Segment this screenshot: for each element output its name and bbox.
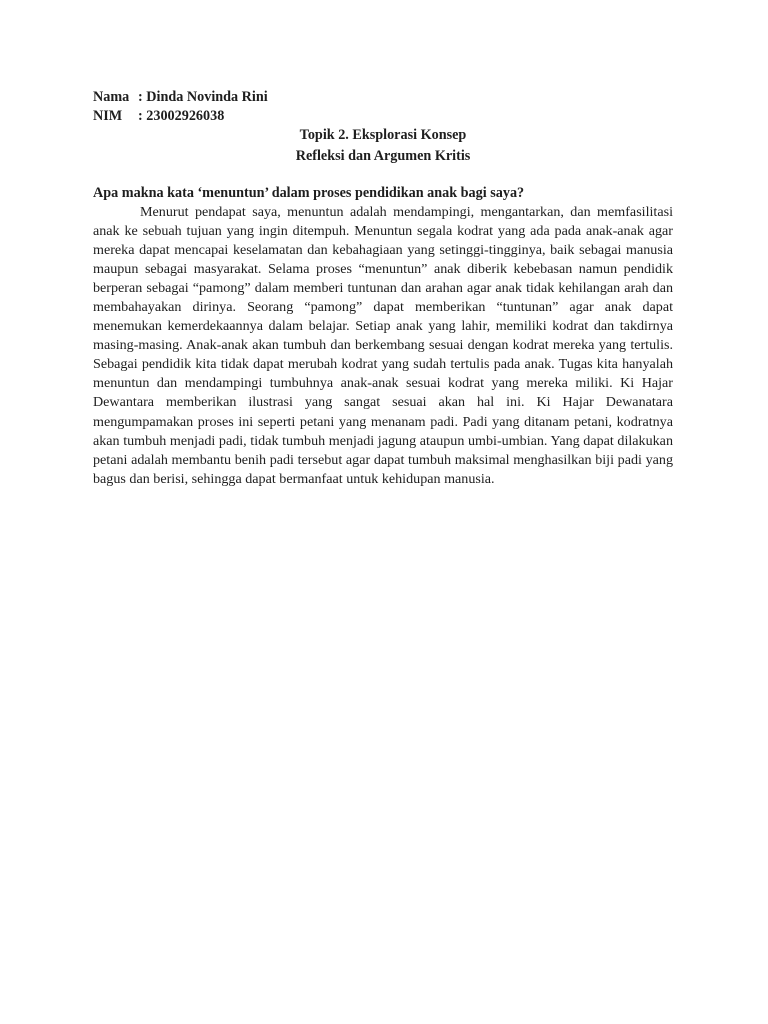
topic-title: Topik 2. Eksplorasi Konsep: [299, 127, 467, 143]
name-label: Nama: [93, 89, 130, 105]
answer-paragraph: Menurut pendapat saya, menuntun adalah mendampingi, mengantarkan, dan memfasilitasi anak ke sebuah tujuan yang ingin ditempuh. Menuntun segala kodrat yang ada pada anak-anak agar mereka dapat mencapai keselamatan dan kebahagiaan yang setinggi-tingginya, baik sebagai manusia maupun sebagai masyarakat. Selama proses “menuntun” anak diberik kebebasan namun pendidik berperan sebagai “pamong” dalam memberi tuntunan dan arahan agar anak tidak kehilangan arah dan membahayakan dirinya. Seorang “pamong” dapat memberikan “tuntunan” agar anak dapat menemukan kemerdekaannya dalam belajar. Setiap anak yang lahir, memiliki kodrat dan takdirnya masing-masing. Anak-anak akan tumbuh dan berkembang sesuai dengan kodrat mereka yang tertulis. Sebagai pendidik kita tidak dapat merubah kodrat yang sudah tertulis pada anak. Tugas kita hanyalah menuntun dan mendampingi tumbuhnya anak-anak sesuai kodrat yang mereka miliki. Ki Hajar Dewantara memberikan ilustrasi yang sangat sesuai akan hal ini. Ki Hajar Dewanatara mengumpamakan proses ini seperti petani yang menanam padi. Padi yang ditanam petani, kodratnya akan tumbuh menjadi padi, tidak tumbuh menjadi jagung ataupun umbi-umbian. Yang dapat dilakukan petani adalah membantu benih padi tersebut agar dapat tumbuh maksimal menghasilkan biji padi yang bagus dan berisi, sehingga dapat bermanfaat untuk kehidupan manusia.: [93, 204, 673, 487]
topic-subtitle: Refleksi dan Argumen Kritis: [295, 148, 471, 164]
name-value: : Dinda Novinda Rini: [138, 89, 268, 105]
nim-value: : 23002926038: [138, 108, 225, 124]
title-block: [93, 125, 673, 167]
question-heading: Apa makna kata ‘menuntun’ dalam proses pendidikan anak bagi saya?: [93, 185, 525, 201]
nim-row: [93, 107, 268, 126]
nim-label: NIM: [93, 108, 123, 124]
name-row: [93, 88, 268, 107]
student-info: [93, 88, 268, 126]
